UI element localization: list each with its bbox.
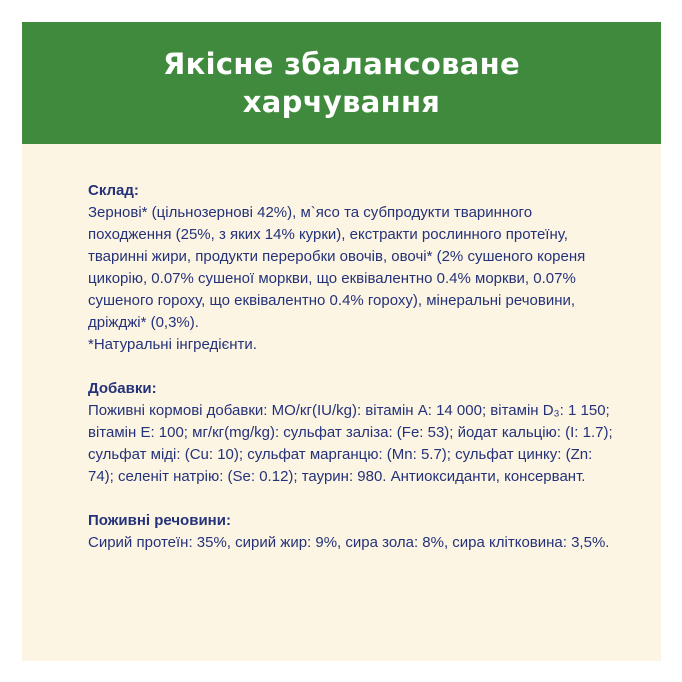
info-card — [22, 22, 661, 661]
composition-title: Склад: — [88, 182, 139, 199]
additives-section — [88, 378, 613, 488]
composition-section — [88, 180, 613, 356]
page-title: Якісне збалансоване харчування — [163, 47, 520, 119]
composition-note: *Натуральні інгредієнти. — [88, 336, 257, 353]
additives-text: Поживні кормові добавки: МО/кг(IU/kg): вітамін А: 14 000; вітамін D₃: 1 150; вітамін Е: 100; мг/кг(mg/kg): сульфат заліза: (Fe: 53); йодат кальцію: (I: 1.7); сульфат міді: (Cu: 10); сульфат марганцю: (Mn: 5.7); сульфат цинку: (Zn: 74); селеніт натрію: (Se: 0.12); таурин: 980. Антиоксиданти, консервант. — [88, 402, 613, 485]
composition-text: Зернові* (цільнозернові 42%), м`ясо та субпродукти тваринного походження (25%, з яких 14% курки), екстракти рослинного протеїну, тваринні жири, продукти переробки овочів, овочі* (2% сушеного кореня цикорію, 0.07% сушеної моркви, що еквівалентно 0.4% моркви, 0.07% сушеного гороху, що еквівалентно 0.4% гороху), мінеральні речовини, дріжджі* (0,3%). — [88, 204, 586, 331]
header-banner — [22, 22, 661, 144]
content-area — [88, 180, 613, 576]
nutrients-title: Поживні речовини: — [88, 512, 231, 529]
additives-title: Добавки: — [88, 380, 157, 397]
nutrients-section — [88, 510, 613, 554]
nutrients-text: Сирий протеїн: 35%, сирий жир: 9%, сира зола: 8%, сира клітковина: 3,5%. — [88, 534, 610, 551]
